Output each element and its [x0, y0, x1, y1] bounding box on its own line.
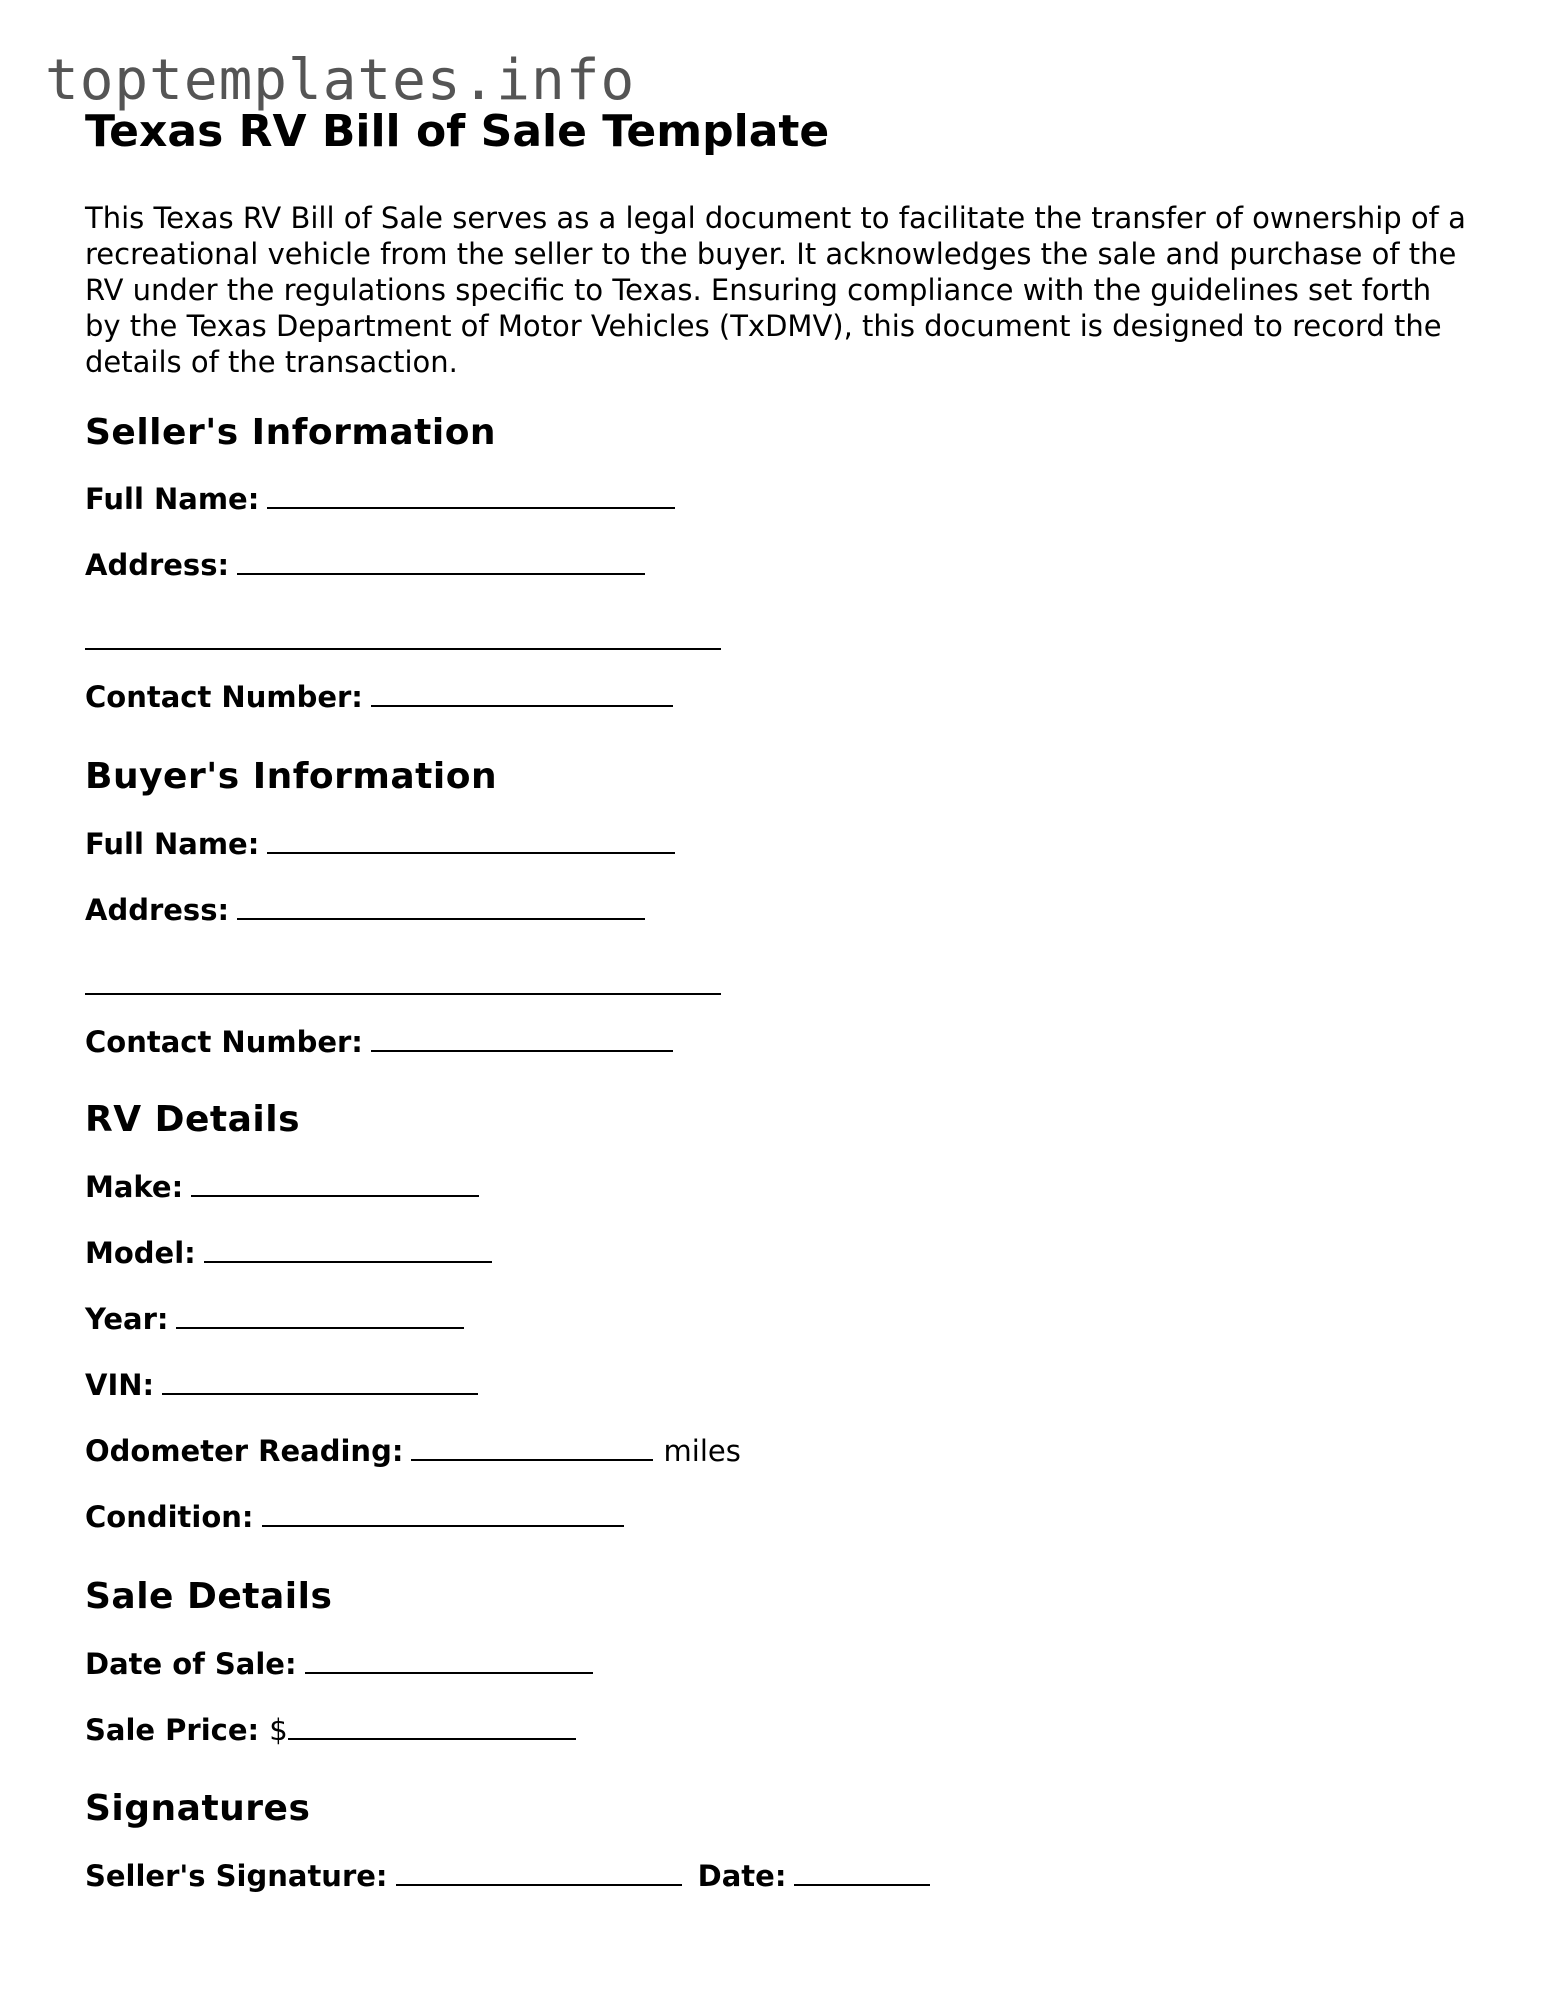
seller-address-line-2[interactable] [85, 638, 721, 650]
rv-make-blank[interactable] [191, 1171, 479, 1197]
rv-model-blank[interactable] [204, 1237, 492, 1263]
buyer-address-line-2[interactable] [85, 983, 721, 995]
sale-date-field [85, 1647, 593, 1681]
rv-condition-blank[interactable] [262, 1501, 624, 1527]
buyer-full-name-label: Full Name: [85, 827, 260, 861]
rv-make-label: Make: [85, 1170, 184, 1204]
rv-condition-field [85, 1500, 624, 1534]
rv-heading: RV Details [85, 1099, 301, 1140]
sale-price-field [85, 1713, 576, 1747]
rv-condition-label: Condition: [85, 1500, 254, 1534]
seller-full-name-label: Full Name: [85, 482, 260, 516]
rv-vin-blank[interactable] [162, 1369, 478, 1395]
seller-signature-blank[interactable] [396, 1860, 682, 1886]
sale-date-blank[interactable] [305, 1648, 593, 1674]
rv-year-field [85, 1302, 464, 1336]
buyer-contact-blank[interactable] [371, 1026, 673, 1052]
buyer-heading: Buyer's Information [85, 756, 498, 797]
seller-contact-label: Contact Number: [85, 680, 363, 714]
rv-year-label: Year: [85, 1302, 169, 1336]
watermark-logo: toptemplates.info [45, 48, 636, 113]
seller-signature-field [85, 1859, 930, 1893]
seller-heading: Seller's Information [85, 412, 497, 453]
intro-paragraph: This Texas RV Bill of Sale serves as a legal document to facilitate the transfer of ownership of a recreational vehicle from the seller to the buyer. It acknowledges the sale and purchase of the RV under the regulations specific to Texas. Ensuring compliance with the guidelines set forth by the Texas Department of Motor Vehicles (TxDMV), this document is designed to record the details of the transaction. [85, 201, 1466, 379]
buyer-address-field [85, 893, 645, 927]
rv-make-field [85, 1170, 479, 1204]
seller-full-name-field [85, 482, 675, 516]
rv-odometer-label: Odometer Reading: [85, 1434, 404, 1468]
seller-address-blank[interactable] [237, 549, 645, 575]
rv-vin-field [85, 1368, 478, 1402]
rv-vin-label: VIN: [85, 1368, 155, 1402]
seller-signature-date-blank[interactable] [794, 1860, 930, 1886]
rv-odometer-blank[interactable] [411, 1435, 653, 1461]
rv-odometer-field [85, 1434, 741, 1468]
rv-year-blank[interactable] [176, 1303, 464, 1329]
seller-contact-field [85, 680, 673, 714]
buyer-contact-field [85, 1025, 673, 1059]
buyer-address-blank[interactable] [237, 894, 645, 920]
rv-model-field [85, 1236, 492, 1270]
seller-full-name-blank[interactable] [267, 483, 675, 509]
sale-heading: Sale Details [85, 1576, 333, 1617]
sale-price-blank[interactable] [288, 1714, 576, 1740]
sale-date-label: Date of Sale: [85, 1647, 297, 1681]
seller-signature-date-label: Date: [697, 1859, 787, 1893]
signatures-heading: Signatures [85, 1788, 311, 1829]
sale-price-currency: $ [269, 1713, 288, 1747]
sale-price-label: Sale Price: [85, 1713, 260, 1747]
seller-signature-label: Seller's Signature: [85, 1859, 388, 1893]
seller-contact-blank[interactable] [371, 681, 673, 707]
buyer-full-name-blank[interactable] [267, 828, 675, 854]
rv-odometer-unit: miles [663, 1434, 741, 1468]
seller-address-field [85, 548, 645, 582]
page-title: Texas RV Bill of Sale Template [85, 106, 830, 157]
rv-model-label: Model: [85, 1236, 196, 1270]
buyer-address-label: Address: [85, 893, 230, 927]
seller-address-label: Address: [85, 548, 230, 582]
buyer-contact-label: Contact Number: [85, 1025, 363, 1059]
buyer-full-name-field [85, 827, 675, 861]
